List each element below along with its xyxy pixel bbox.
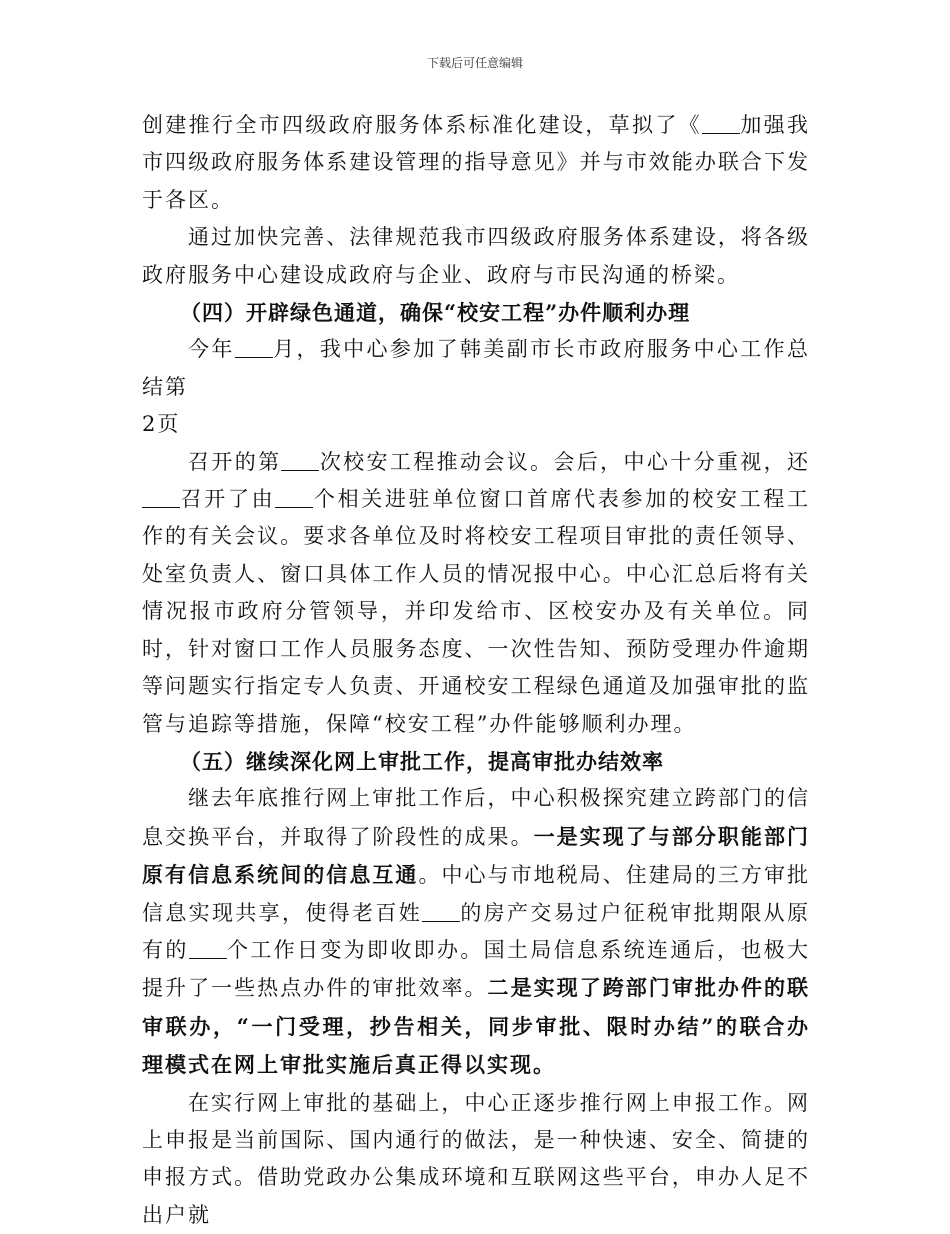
text-run: 个工作日变为即收即办。国土局信息系统连通后，也极大提升了一些热点办件的审批效率。 bbox=[142, 937, 811, 1001]
page-number: 2页 bbox=[142, 412, 181, 437]
text-run: 次校安工程推动会议。会后，中心十分重视，还 bbox=[319, 449, 811, 474]
fill-in-blank bbox=[702, 112, 740, 134]
text-run: 的房产交易过户征税审批期限从原有的 bbox=[142, 900, 810, 962]
fill-in-blank bbox=[422, 900, 460, 922]
text-run: 。中心与市地税局、住建局的三方审批信息实现共享，使得老百姓 bbox=[142, 863, 811, 925]
text-run: 创建推行全市四级政府服务体系标准化建设，草拟了《 bbox=[142, 113, 702, 137]
paragraph-6: 在实行网上审批的基础上，中心正逐步推行网上申报工作。网上申报是当前国际、国内通行的做法，是一种快速、安全、简捷的申报方式。借助党政办公集成环境和互联网这些平台，申办人足不出户就 bbox=[142, 1090, 810, 1227]
document-body bbox=[142, 107, 810, 1234]
paragraph-4 bbox=[142, 444, 810, 743]
fill-in-blank bbox=[189, 937, 227, 959]
paragraph-3 bbox=[142, 331, 810, 406]
paragraph-1 bbox=[142, 107, 810, 219]
fill-in-blank bbox=[275, 486, 313, 508]
text-run: 加强我市四级政府服务体系建设管理的指导意见》并与市效能办联合下发于各区。 bbox=[142, 113, 810, 212]
text-run: 继去年底推行网上审批工作后，中心积极探究建立跨部门的信息交换平台，并取得了阶段性的成果。 bbox=[142, 786, 810, 849]
text-run: 月，我中心参加了韩美副市长市政府服务中心工作总结第 bbox=[142, 337, 811, 399]
section-heading-5: （五）继续深化网上审批工作，提高审批办结效率 bbox=[180, 748, 664, 774]
fill-in-blank bbox=[142, 486, 180, 508]
bold-text-run: 二是实现了跨部门审批办件的联审联办，“一门受理，抄告相关，同步审批、限时办结”的联合办理模式在网上审批实施后真正得以实现。 bbox=[142, 975, 811, 1078]
page-header-note: 下载后可任意编辑 bbox=[426, 56, 523, 70]
paragraph-5 bbox=[142, 780, 810, 1084]
section-heading-4: （四）开辟绿色通道，确保“校安工程”办件顺利办理 bbox=[180, 300, 691, 326]
fill-in-blank bbox=[281, 449, 319, 471]
paragraph-2: 通过加快完善、法律规范我市四级政府服务体系建设，将各级政府服务中心建设成政府与企业、政府与市民沟通的桥梁。 bbox=[142, 225, 810, 287]
bold-text-run: 一是实现了与部分职能部门原有信息系统间的信息互通 bbox=[142, 823, 811, 888]
text-run: 召开了由 bbox=[180, 487, 276, 512]
fill-in-blank bbox=[235, 336, 273, 358]
text-run: 今年 bbox=[188, 337, 235, 362]
text-run: 个相关进驻单位窗口首席代表参加的校安工程工作的有关会议。要求各单位及时将校安工程项目审批的责任领导、处室负责人、窗口具体工作人员的情况报中心。中心汇总后将有关情况报市政府分管领导，并印发给市、区校安办及有关单位。同时，针对窗口工作人员服务态度、一次性告知、预防受理办件逾期等问题实行指定专人负责、开通校安工程绿色通道及加强审批的监管与追踪等措施，保障“校安工程”办件能够顺利办理。 bbox=[142, 487, 811, 736]
text-run: 召开的第 bbox=[188, 449, 282, 474]
